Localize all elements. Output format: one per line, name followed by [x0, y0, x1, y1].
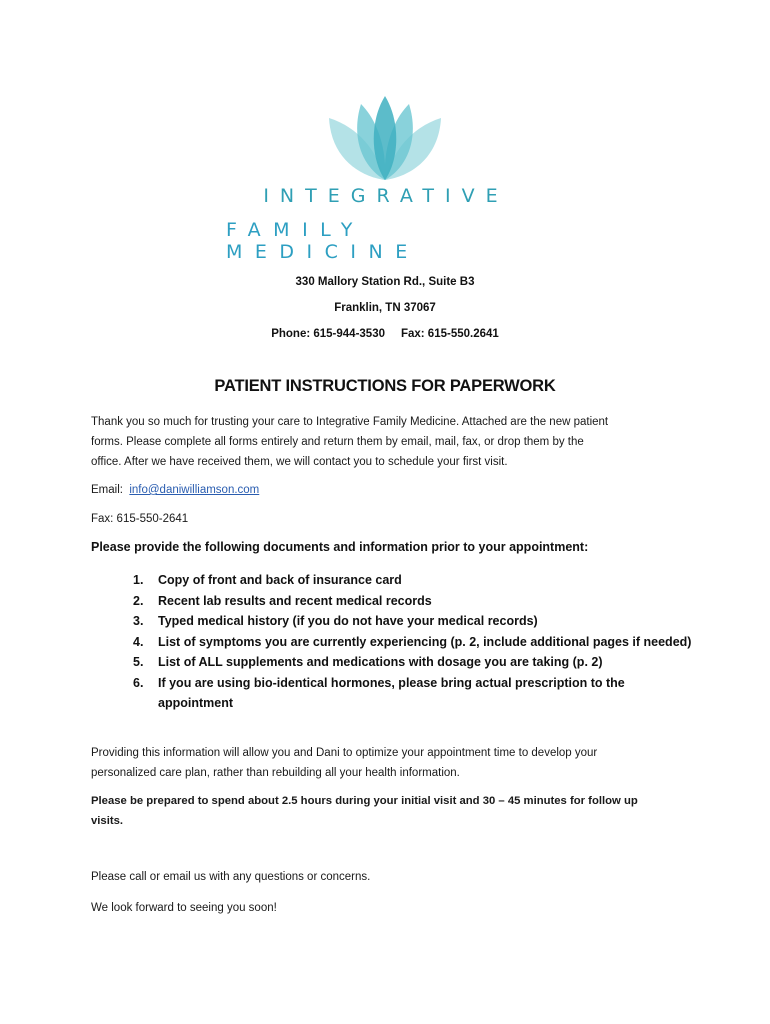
logo-wordmark-family-medicine: FAMILY MEDICINE — [226, 219, 420, 263]
intro-line-1: Thank you so much for trusting your care to Integrative Family Medicine. Attached are the new patient — [91, 416, 609, 428]
lotus-logo-icon — [327, 96, 443, 180]
logo-wordmark-integrative: INTEGRATIVE — [263, 185, 509, 207]
prepare-paragraph — [91, 791, 691, 831]
address-street: 330 Mallory Station Rd., Suite B3 — [295, 276, 475, 288]
questions-line: Please call or email us with any questions or concerns. — [91, 871, 371, 883]
list-item-number: 1. — [133, 573, 144, 587]
list-item — [133, 570, 693, 591]
optimize-paragraph — [91, 743, 691, 783]
list-item-text: Typed medical history (if you do not have your medical records) — [158, 614, 538, 628]
list-item — [133, 673, 693, 714]
prepare-line-2: visits. — [91, 815, 124, 827]
email-label: Email: — [91, 484, 130, 496]
email-link[interactable]: info@daniwilliamson.com — [129, 484, 260, 496]
address-phone-fax: Phone: 615-944-3530 Fax: 615-550.2641 — [271, 328, 499, 340]
list-item — [133, 632, 693, 653]
prepare-line-1: Please be prepared to spend about 2.5 hours during your initial visit and 30 – 45 minutes for follow up — [91, 795, 638, 807]
address-city: Franklin, TN 37067 — [334, 302, 436, 314]
list-item-text: If you are using bio-identical hormones, please bring actual prescription to the appointment — [158, 675, 625, 710]
documents-list — [133, 570, 693, 714]
list-item-text: List of symptoms you are currently experiencing (p. 2, include additional pages if needed) — [158, 634, 692, 649]
documents-heading: Please provide the following documents and information prior to your appointment: — [91, 540, 589, 554]
list-item-number: 5. — [133, 655, 144, 669]
list-item-text: List of ALL supplements and medications with dosage you are taking (p. 2) — [158, 655, 603, 669]
list-item-number: 3. — [133, 614, 144, 628]
list-item-number: 6. — [133, 675, 144, 690]
list-item-number: 2. — [133, 593, 144, 608]
list-item — [133, 591, 693, 612]
list-item-text: Recent lab results and recent medical records — [158, 593, 432, 608]
list-item — [133, 611, 693, 632]
closing-line: We look forward to seeing you soon! — [91, 902, 277, 914]
optimize-line-2: personalized care plan, rather than rebuilding all your health information. — [91, 767, 460, 779]
list-item-text: Copy of front and back of insurance card — [158, 573, 402, 587]
fax-line: Fax: 615-550-2641 — [91, 513, 189, 525]
intro-paragraph — [91, 412, 691, 472]
list-item-number: 4. — [133, 634, 144, 649]
email-line — [91, 480, 691, 500]
intro-line-3: office. After we have received them, we will contact you to schedule your first visit. — [91, 456, 508, 468]
optimize-line-1: Providing this information will allow you and Dani to optimize your appointment time to develop your — [91, 747, 598, 759]
intro-line-2: forms. Please complete all forms entirely and return them by email, mail, fax, or drop them by the — [91, 436, 584, 448]
list-item — [133, 652, 693, 673]
page-title: PATIENT INSTRUCTIONS FOR PAPERWORK — [214, 377, 556, 395]
